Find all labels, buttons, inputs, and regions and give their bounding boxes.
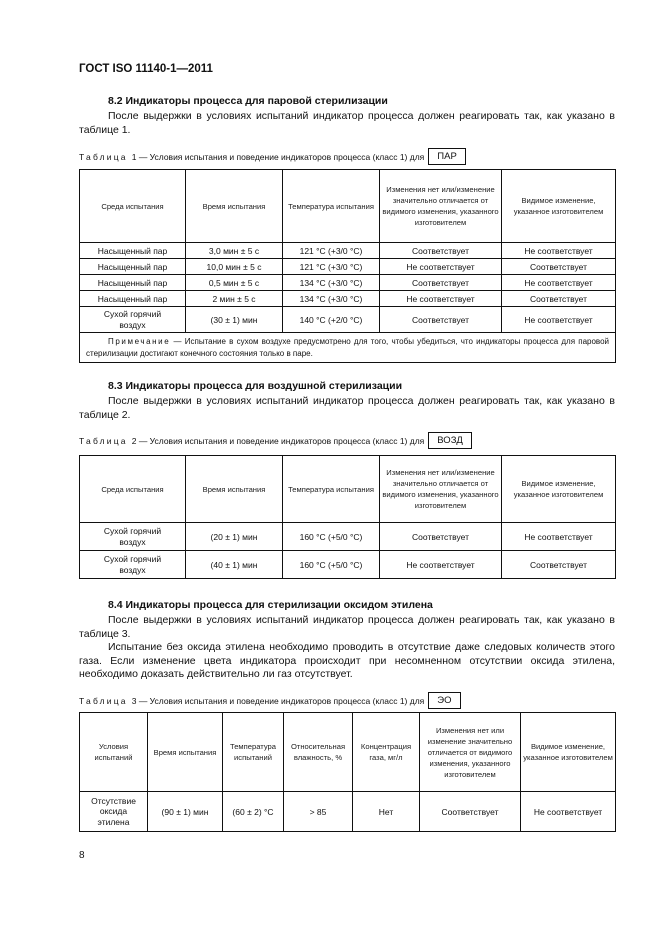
table-1-tag: ПАР	[428, 148, 466, 165]
table-cell: (20 ± 1) мин	[186, 523, 283, 551]
table-2-header: Время испытания	[186, 456, 283, 523]
table-3-header: Условия испытаний	[80, 713, 148, 792]
table-cell: Не соответствует	[502, 275, 616, 291]
document-header: ГОСТ ISO 11140-1—2011	[79, 63, 213, 75]
section-8-2-heading: 8.2 Индикаторы процесса для паровой стерилизации	[108, 95, 388, 107]
section-8-4-paragraph-1: После выдержки в условиях испытаний индикатор процесса должен реагировать так, как указано в таблице 3.	[79, 614, 615, 640]
table-cell: Насыщенный пар	[80, 259, 186, 275]
table-cell-text: Сухой горячий воздух	[103, 554, 162, 575]
table-1-header: Изменения нет или/изменение значительно отличается от видимого изменения, указанного изготовителем	[380, 170, 502, 243]
table-2-caption-text: 2 — Условия испытания и поведение индикаторов процесса (класс 1) для	[131, 435, 425, 446]
table-2-header: Изменения нет или/изменение значительно отличается от видимого изменения, указанного изготовителем	[380, 456, 502, 523]
table-cell: Не соответствует	[502, 243, 616, 259]
table-cell: Соответствует	[502, 551, 616, 579]
table-cell: Соответствует	[420, 792, 521, 832]
table-3-header-row	[80, 713, 616, 792]
table-cell: 3,0 мин ± 5 с	[186, 243, 283, 259]
table-cell: Не соответствует	[502, 523, 616, 551]
table-row	[80, 291, 616, 307]
table-1-note-label: Примечание	[108, 337, 171, 346]
table-2-header-row	[80, 456, 616, 523]
table-cell-text: Сухой горячий воздух	[103, 309, 162, 330]
table-cell: Не соответствует	[380, 551, 502, 579]
table-cell: Насыщенный пар	[80, 291, 186, 307]
table-cell: 121 °С (+3/0 °С)	[283, 259, 380, 275]
table-cell: 121 °С (+3/0 °С)	[283, 243, 380, 259]
table-2-caption	[79, 432, 472, 449]
table-cell: Не соответствует	[380, 291, 502, 307]
table-cell: Соответствует	[502, 291, 616, 307]
table-cell: Соответствует	[380, 307, 502, 333]
table-3-header: Концентрация газа, мг/л	[353, 713, 420, 792]
table-2-header: Среда испытания	[80, 456, 186, 523]
table-1-note-text: — Испытание в сухом воздухе предусмотрено для того, чтобы убедиться, что индикаторы процесса для паровой стерилизации достигают конечного состояния только в паре.	[86, 337, 610, 358]
section-8-3-heading: 8.3 Индикаторы процесса для воздушной стерилизации	[108, 380, 403, 392]
table-1-note	[80, 333, 616, 363]
table-row	[80, 259, 616, 275]
table-cell: 134 °С (+3/0 °С)	[283, 275, 380, 291]
table-2-tag: ВОЗД	[428, 432, 472, 449]
table-cell-text: Отсутствие оксида этилена	[91, 795, 136, 827]
table-cell-text: Сухой горячий воздух	[103, 526, 162, 547]
table-1-header: Среда испытания	[80, 170, 186, 243]
table-cell	[80, 523, 186, 551]
table-2-caption-word: Таблица	[79, 435, 128, 446]
table-1-header: Видимое изменение, указанное изготовителем	[502, 170, 616, 243]
table-cell: (60 ± 2) °С	[223, 792, 284, 832]
table-1-caption	[79, 148, 466, 165]
table-3-header: Относительная влажность, %	[284, 713, 353, 792]
table-2	[79, 455, 616, 579]
table-cell: 160 °С (+5/0 °С)	[283, 523, 380, 551]
table-cell: > 85	[284, 792, 353, 832]
table-row	[80, 792, 616, 832]
table-1-note-row	[80, 333, 616, 363]
table-cell: (30 ± 1) мин	[186, 307, 283, 333]
table-cell: 2 мин ± 5 с	[186, 291, 283, 307]
section-8-4-paragraph-2: Испытание без оксида этилена необходимо проводить в отсутствие даже следовых количеств этого газа. Если изменение цвета индикатора происходит при несомненном отсутствии оксида этилена, необходимо доказать действительно ли газ отсутствует.	[79, 641, 615, 680]
table-cell: 10,0 мин ± 5 с	[186, 259, 283, 275]
table-1-caption-word: Таблица	[79, 151, 128, 162]
table-cell: Не соответствует	[502, 307, 616, 333]
table-3-header: Температура испытаний	[223, 713, 284, 792]
table-cell: Не соответствует	[380, 259, 502, 275]
table-row	[80, 523, 616, 551]
table-3-header: Видимое изменение, указанное изготовителем	[521, 713, 616, 792]
table-row	[80, 275, 616, 291]
table-3-header: Изменения нет или изменение значительно отличается от видимого изменения, указанного изготовителем	[420, 713, 521, 792]
table-cell	[80, 551, 186, 579]
table-3-caption-text: 3 — Условия испытания и поведение индикаторов процесса (класс 1) для	[131, 695, 425, 706]
table-cell: Соответствует	[380, 243, 502, 259]
table-cell: Соответствует	[502, 259, 616, 275]
table-cell	[80, 792, 148, 832]
table-cell: 140 °С (+2/0 °С)	[283, 307, 380, 333]
table-cell: 134 °С (+3/0 °С)	[283, 291, 380, 307]
table-row	[80, 243, 616, 259]
table-cell: 0,5 мин ± 5 с	[186, 275, 283, 291]
table-2-header: Видимое изменение, указанное изготовителем	[502, 456, 616, 523]
table-cell: Не соответствует	[521, 792, 616, 832]
table-cell	[80, 307, 186, 333]
table-3-caption-word: Таблица	[79, 695, 128, 706]
table-3	[79, 712, 616, 832]
section-8-2-paragraph: После выдержки в условиях испытаний индикатор процесса должен реагировать так, как указано в таблице 1.	[79, 110, 615, 136]
table-3-tag: ЭО	[428, 692, 460, 709]
table-2-header: Температура испытания	[283, 456, 380, 523]
table-row	[80, 551, 616, 579]
table-cell: Нет	[353, 792, 420, 832]
section-8-3-paragraph: После выдержки в условиях испытаний индикатор процесса должен реагировать так, как указано в таблице 2.	[79, 395, 615, 421]
table-1-header: Время испытания	[186, 170, 283, 243]
table-1-caption-text: 1 — Условия испытания и поведение индикаторов процесса (класс 1) для	[131, 151, 425, 162]
table-cell: Насыщенный пар	[80, 243, 186, 259]
table-cell: Насыщенный пар	[80, 275, 186, 291]
table-cell: (90 ± 1) мин	[148, 792, 223, 832]
table-cell: Соответствует	[380, 523, 502, 551]
table-cell: Соответствует	[380, 275, 502, 291]
page-number: 8	[79, 850, 85, 861]
table-cell: 160 °С (+5/0 °С)	[283, 551, 380, 579]
table-cell: (40 ± 1) мин	[186, 551, 283, 579]
table-3-caption	[79, 692, 461, 709]
table-3-header: Время испытания	[148, 713, 223, 792]
table-row	[80, 307, 616, 333]
section-8-4-heading: 8.4 Индикаторы процесса для стерилизации оксидом этилена	[108, 599, 433, 611]
table-1	[79, 169, 616, 363]
table-1-header: Температура испытания	[283, 170, 380, 243]
table-1-header-row	[80, 170, 616, 243]
